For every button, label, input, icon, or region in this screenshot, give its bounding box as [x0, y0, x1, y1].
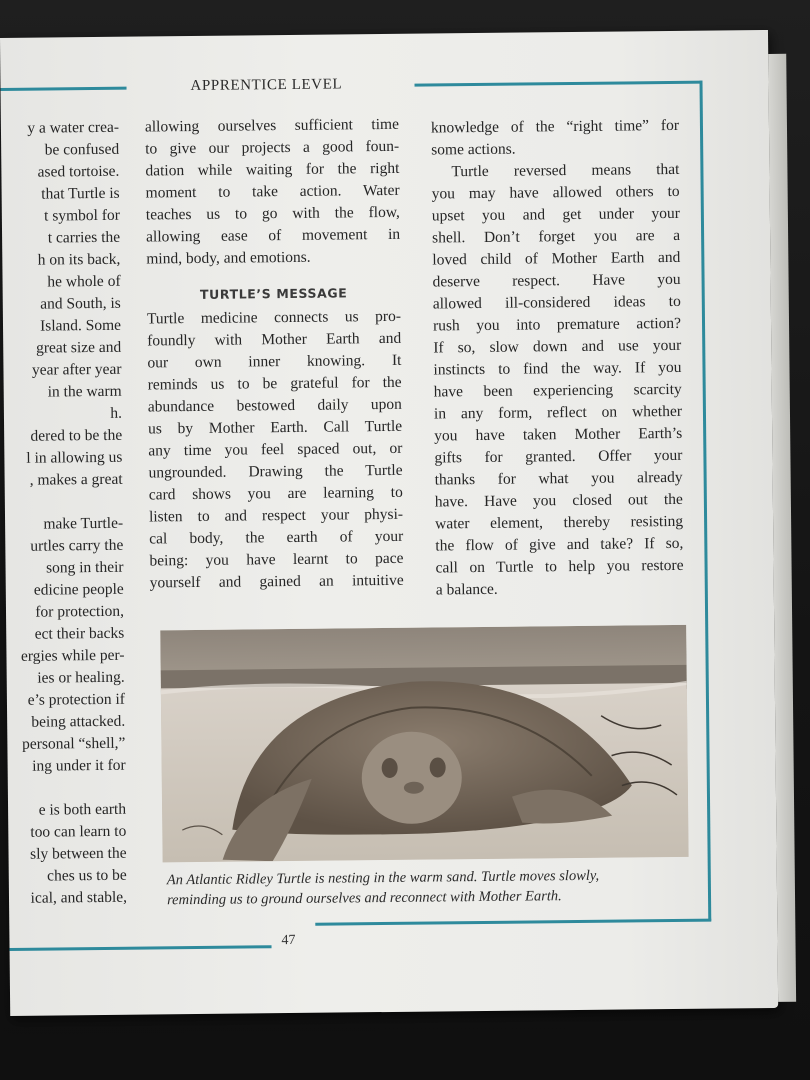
text-line: foundly with Mother Earth and [147, 329, 402, 350]
book-page [0, 30, 778, 1016]
top-rule-right [415, 81, 703, 87]
text-line: rush you into premature action? [432, 314, 682, 335]
text-line: a balance. [435, 580, 498, 599]
top-rule-left [1, 87, 127, 91]
text-line: be confused [44, 140, 120, 159]
text-line: have been experiencing scarcity [433, 380, 682, 401]
middle-text-column [145, 114, 404, 595]
text-line: dation while waiting for the right [145, 159, 400, 180]
text-line: allowed ill-considered ideas to [432, 292, 681, 313]
text-line: in any form, reflect on whether [433, 402, 683, 423]
text-line [5, 491, 123, 514]
text-line: shell. Don’t forget you are a [432, 226, 681, 247]
text-line: If so, slow down and use your [433, 336, 682, 357]
text-line: cal body, the earth of your [149, 527, 404, 548]
text-line: instincts to find the way. If you [433, 358, 682, 379]
middle-paragraph-bottom [147, 306, 404, 595]
text-line: the flow of give and take? If so, [435, 534, 684, 555]
text-line: water element, thereby resisting [435, 512, 684, 533]
text-line: e is both earth [38, 800, 127, 819]
text-line: ing under it for [32, 756, 126, 775]
turtle-photo [160, 625, 688, 862]
text-line: our own inner knowing. It [147, 351, 402, 372]
text-line: l in allowing us [26, 448, 123, 467]
text-line: Turtle reversed means that [451, 160, 680, 181]
turtle-illustration [160, 625, 688, 862]
bottom-rule-left [10, 945, 272, 951]
text-line: call on Turtle to help you restore [435, 556, 684, 577]
photo-caption [167, 865, 707, 911]
text-line: ungrounded. Drawing the Turtle [148, 461, 403, 482]
page-number: 47 [281, 932, 296, 949]
text-line: , makes a great [29, 470, 123, 489]
text-line: Turtle medicine connects us pro- [146, 307, 402, 328]
text-line: yourself and gained an intuitive [149, 571, 404, 592]
text-line: e’s protection if [27, 690, 126, 709]
text-line: in the warm [47, 382, 122, 401]
middle-paragraph-top [145, 114, 401, 271]
text-line: you may have allowed others to [431, 182, 680, 203]
running-header: APPRENTICE LEVEL [190, 76, 343, 95]
text-line: song in their [45, 558, 124, 577]
text-line: dered to be the [30, 426, 123, 445]
text-line: teaches us to go with the flow, [145, 203, 400, 224]
text-line: too can learn to [30, 822, 127, 841]
text-line: you have taken Mother Earth’s [434, 424, 683, 445]
text-line: ergies while per- [20, 646, 125, 665]
text-line: allowing ease of movement in [146, 225, 401, 246]
text-line: that Turtle is [41, 184, 120, 203]
caption-line-2: reminding us to ground ourselves and reconnect with Mother Earth. [166, 888, 562, 909]
text-line: to give our projects a good foun- [145, 137, 400, 158]
section-heading: TURTLE’S MESSAGE [199, 285, 348, 302]
text-line: ies or healing. [37, 668, 125, 687]
text-line: ical, and stable, [30, 888, 128, 907]
text-line: personal “shell,” [22, 734, 126, 753]
text-line: moment to take action. Water [145, 181, 400, 202]
text-line: card shows you are learning to [148, 483, 403, 504]
text-line: ased tortoise. [37, 162, 120, 181]
text-line [8, 777, 126, 800]
text-line: being attacked. [31, 712, 126, 731]
text-line: any time you feel spaced out, or [148, 439, 403, 460]
text-line: t symbol for [43, 206, 120, 225]
text-line: t carries the [47, 228, 121, 247]
text-line: allowing ourselves sufficient time [144, 115, 400, 136]
text-line: sly between the [30, 844, 127, 863]
text-line: gifts for granted. Offer your [434, 446, 683, 467]
text-line: h on its back, [37, 250, 121, 269]
text-line: ect their backs [34, 624, 125, 643]
text-line: mind, body, and emotions. [146, 248, 311, 268]
text-line: reminds us to be grateful for the [147, 373, 402, 394]
text-line: make Turtle- [43, 514, 124, 533]
bottom-rule-right [315, 919, 711, 926]
text-line: urtles carry the [30, 536, 124, 555]
text-line: for protection, [35, 602, 125, 621]
text-line: some actions. [431, 140, 516, 159]
text-line: knowledge of the “right time” for [430, 116, 680, 137]
text-line: have. Have you closed out the [434, 490, 683, 511]
text-line: being: you have learnt to pace [149, 549, 404, 570]
text-line: us by Mother Earth. Call Turtle [148, 417, 403, 438]
text-line: abundance bestowed daily upon [147, 395, 402, 416]
text-line: thanks for what you already [434, 468, 683, 489]
left-text-column [1, 117, 127, 910]
text-line: listen to and respect your physi- [148, 505, 404, 526]
text-line: y a water crea- [27, 118, 120, 137]
text-line: h. [110, 404, 123, 422]
right-vertical-rule [699, 81, 711, 921]
caption-line-1: An Atlantic Ridley Turtle is nesting in the warm sand. Turtle moves slowly, [166, 867, 600, 889]
text-line: ches us to be [47, 866, 127, 885]
text-line: deserve respect. Have you [432, 270, 681, 291]
text-line: edicine people [33, 580, 124, 599]
text-line: and South, is [40, 294, 121, 313]
text-line: Island. Some [39, 316, 122, 335]
text-line: he whole of [47, 272, 121, 291]
text-line: loved child of Mother Earth and [432, 248, 681, 269]
text-line: great size and [35, 338, 122, 357]
right-text-column [431, 115, 684, 602]
text-line: year after year [31, 360, 122, 379]
text-line: upset you and get under your [431, 204, 680, 225]
